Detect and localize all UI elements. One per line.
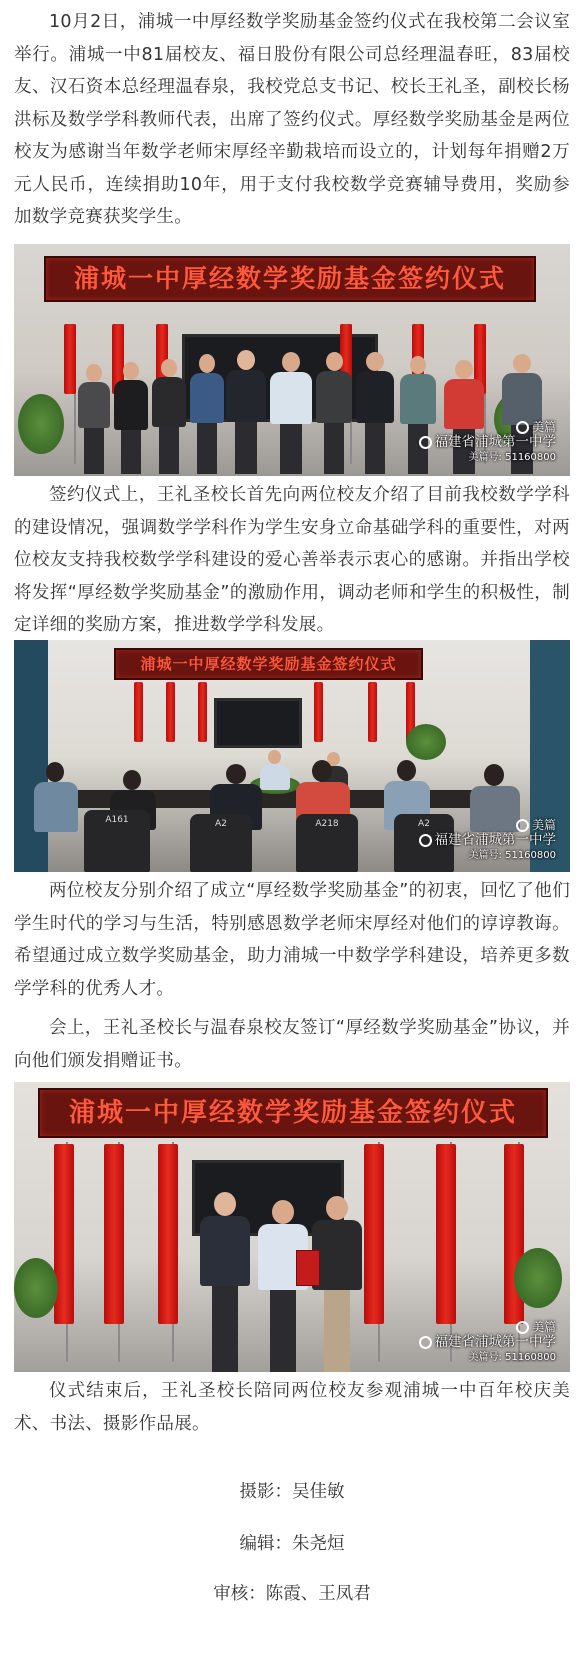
photo-meeting-room bbox=[14, 640, 570, 872]
article-paragraph-4: 会上，王礼圣校长与温春泉校友签订“厚经数学奖励基金”协议，并向他们颁发捐赠证书。 bbox=[14, 1018, 570, 1071]
person bbox=[78, 364, 110, 474]
article-paragraph-3: 两位校友分别介绍了成立“厚经数学奖励基金”的初衷，回忆了他们学生时代的学习与生活，特别感恩数学老师宋厚经对他们的谆谆教诲。希望通过成立数学奖励基金，助力浦城一中数学学科建设，培养更多数学学科的优秀人才。 bbox=[14, 881, 570, 999]
photo-banner: 浦城一中厚经数学奖励基金签约仪式 bbox=[38, 1088, 548, 1138]
plant bbox=[406, 724, 446, 760]
meipian-logo-icon bbox=[516, 1321, 529, 1334]
photo-group-signing bbox=[14, 244, 570, 476]
wechat-icon bbox=[419, 834, 432, 847]
article-paragraph-2: 签约仪式上，王礼圣校长首先向两位校友介绍了目前我校数学学科的建设情况，强调数学学科作为学生安身立命基础学科的重要性，对两位校友支持我校数学学科建设的爱心善举表示衷心的感谢。并指出学校将发挥“厚经数学奖励基金”的激励作用，调动老师和学生的积极性，制定详细的奖励方案，推进数学学科发展。 bbox=[14, 485, 570, 635]
flag bbox=[158, 1144, 178, 1324]
person bbox=[34, 762, 78, 832]
flag bbox=[64, 324, 76, 394]
seat-label: A161 bbox=[84, 810, 150, 872]
seat-label: A2 bbox=[190, 814, 252, 872]
person bbox=[114, 362, 148, 474]
photo-certificate-presentation bbox=[14, 1082, 570, 1372]
person bbox=[356, 352, 394, 474]
person bbox=[270, 352, 312, 474]
donation-certificate bbox=[296, 1250, 320, 1286]
person bbox=[190, 354, 224, 474]
wechat-icon bbox=[419, 436, 432, 449]
person bbox=[316, 352, 352, 474]
flag bbox=[104, 1144, 124, 1324]
credit-photographer: 摄影：吴佳敏 bbox=[239, 1482, 345, 1502]
person bbox=[200, 1192, 250, 1372]
meipian-logo-icon bbox=[516, 421, 529, 434]
flag bbox=[54, 1144, 74, 1324]
person bbox=[152, 359, 186, 474]
person bbox=[258, 1200, 308, 1372]
article-paragraph-5: 仪式结束后，王礼圣校长陪同两位校友参观浦城一中百年校庆美术、书法、摄影作品展。 bbox=[14, 1381, 570, 1434]
meipian-logo-icon bbox=[516, 819, 529, 832]
photo-banner: 浦城一中厚经数学奖励基金签约仪式 bbox=[114, 648, 423, 680]
flag bbox=[198, 682, 207, 742]
flag bbox=[314, 682, 323, 742]
flag bbox=[134, 682, 143, 742]
plant bbox=[514, 1248, 562, 1308]
seat-label: A218 bbox=[296, 814, 358, 872]
plant bbox=[18, 394, 64, 454]
flag bbox=[436, 1144, 456, 1324]
flag bbox=[368, 682, 377, 742]
watermark: 美篇 福建省浦城第一中学 美篇号: 51160800 bbox=[419, 818, 557, 863]
watermark: 美篇 福建省浦城第一中学 美篇号: 51160800 bbox=[419, 420, 557, 465]
flag bbox=[166, 682, 175, 742]
watermark: 美篇 福建省浦城第一中学 美篇号: 51160800 bbox=[419, 1320, 557, 1365]
flag bbox=[364, 1144, 384, 1324]
photo-banner: 浦城一中厚经数学奖励基金签约仪式 bbox=[44, 256, 536, 302]
wechat-icon bbox=[419, 1336, 432, 1349]
article-paragraph-1: 10月2日，浦城一中厚经数学奖励基金签约仪式在我校第二会议室举行。浦城一中81届校友、福日股份有限公司总经理温春旺，83届校友、汉石资本总经理温春泉，我校党总支书记、校长王礼圣，副校长杨洪标及数学学科教师代表，出席了签约仪式。厚经数学奖励基金是两位校友为感谢当年数学老师宋厚经辛勤栽培而设立的，计划每年捐赠2万元人民币，连续捐助10年，用于支付我校数学竞赛辅导费用，奖励参加数学竞赛获奖学生。 bbox=[14, 12, 570, 227]
person bbox=[226, 350, 266, 474]
person bbox=[260, 750, 290, 790]
credit-reviewer: 审核：陈霞、王凤君 bbox=[213, 1584, 371, 1604]
tv-screen bbox=[214, 698, 302, 748]
seat-label: A2 bbox=[394, 814, 454, 872]
credit-editor: 编辑：朱尧烜 bbox=[239, 1534, 345, 1554]
plant bbox=[14, 1258, 58, 1318]
